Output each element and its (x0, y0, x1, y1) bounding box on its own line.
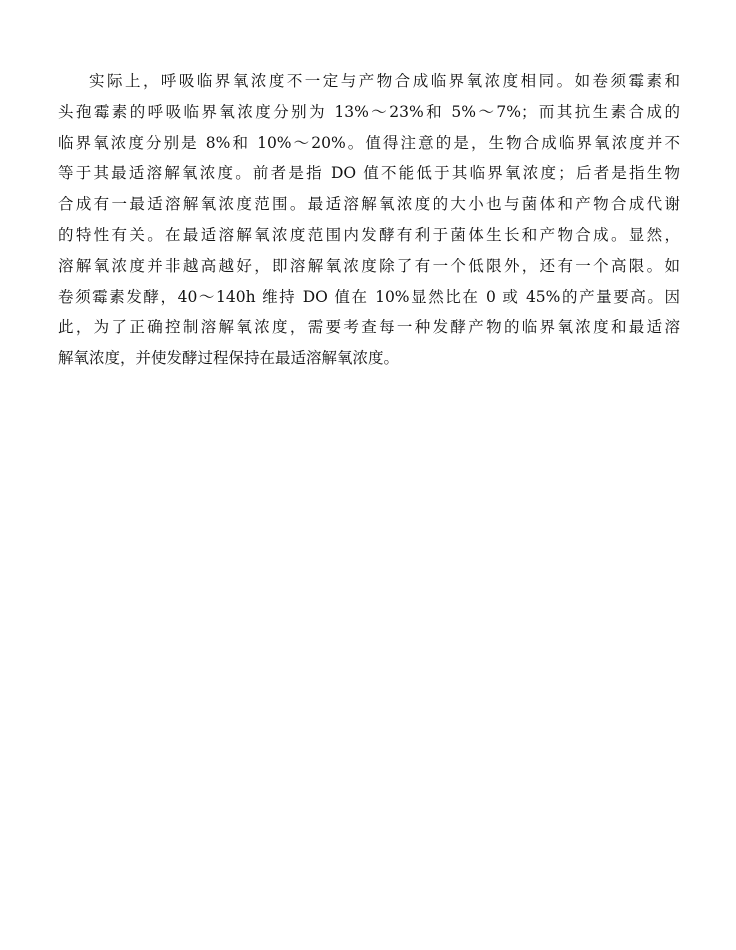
paragraph-line: 实际上，呼吸临界氧浓度不一定与产物合成临界氧浓度相同。如卷须霉素和 (89, 72, 680, 90)
paragraph-line: 合成有一最适溶解氧浓度范围。最适溶解氧浓度的大小也与菌体和产物合成代谢 (58, 195, 680, 214)
body-paragraph (58, 66, 680, 374)
paragraph-line: 头孢霉素的呼吸临界氧浓度分别为 13%～23%和 5%～7%；而其抗生素合成的 (58, 102, 680, 121)
paragraph-line: 等于其最适溶解氧浓度。前者是指 DO 值不能低于其临界氧浓度；后者是指生物 (58, 164, 680, 183)
paragraph-line: 卷须霉素发酵，40～140h 维持 DO 值在 10%显然比在 0 或 45%的产量要高。因 (58, 287, 680, 306)
paragraph-line: 溶解氧浓度并非越高越好，即溶解氧浓度除了有一个低限外，还有一个高限。如 (58, 256, 680, 275)
paragraph-line: 的特性有关。在最适溶解氧浓度范围内发酵有利于菌体生长和产物合成。显然， (58, 225, 680, 244)
paragraph-line: 解氧浓度，并使发酵过程保持在最适溶解氧浓度。 (58, 349, 400, 368)
paragraph-line: 临界氧浓度分别是 8%和 10%～20%。值得注意的是，生物合成临界氧浓度并不 (58, 133, 680, 152)
text-block (58, 66, 680, 374)
paragraph-line: 此，为了正确控制溶解氧浓度，需要考查每一种发酵产物的临界氧浓度和最适溶 (58, 318, 680, 337)
